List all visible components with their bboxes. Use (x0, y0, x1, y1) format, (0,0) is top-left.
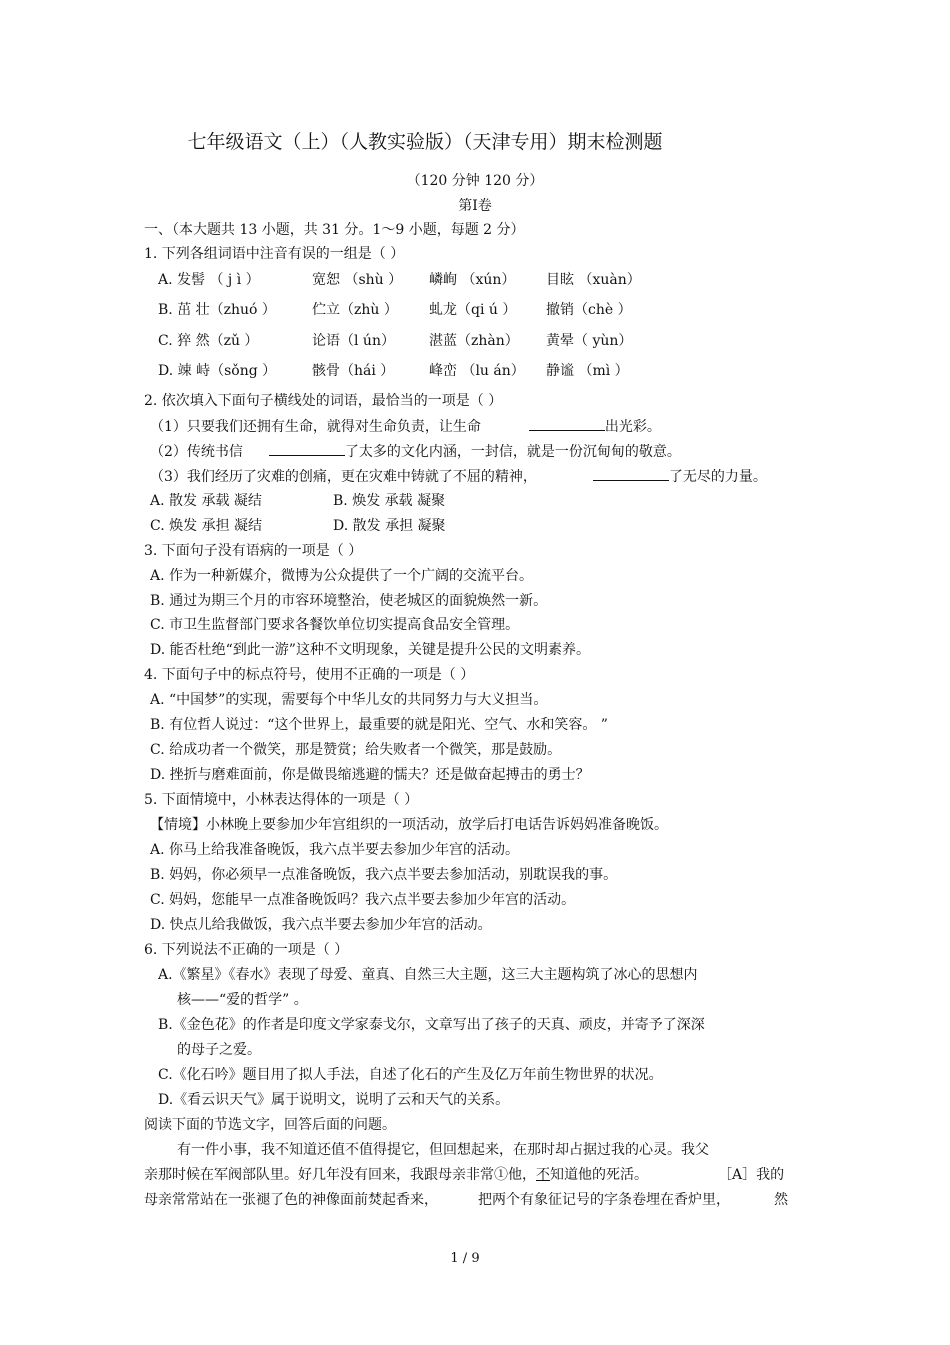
question-4-stem: 4. 下面句子中的标点符号，使用不正确的一项是（ ） (144, 667, 475, 683)
q2-sentence-3 (150, 467, 767, 486)
q1-option-a-3: 嶙峋 （xún） (429, 272, 516, 288)
reading-line-3-part-2: 把两个有象征记号的字条卷埋在香炉里， (478, 1192, 730, 1208)
q4-option-c: C. 给成功者一个微笑，那是赞赏；给失败者一个微笑，那是鼓励。 (150, 742, 562, 758)
reading-line-2-text: 亲那时候在军阀部队里。好几年没有回来，我跟母亲非常①他， (144, 1167, 536, 1183)
marker-a: ［A］我的 (718, 1167, 785, 1183)
q5-option-b: B. 妈妈，你必须早一点准备晚饭，我六点半要去参加活动，别耽误我的事。 (150, 867, 618, 883)
q1-option-b-2: 伫立（zhù ） (312, 302, 398, 318)
question-1-stem: 1. 下列各组词语中注音有误的一组是（ ） (144, 246, 405, 262)
q1-option-a-1: A. 发髻 （ j ì ） (158, 272, 260, 288)
q1-option-b-3: 虬龙（qi ú ） (429, 302, 517, 318)
reading-paragraph-line-1: 有一件小事，我不知道还值不值得提它，但回想起来，在那时却占据过我的心灵。我父 (177, 1142, 709, 1158)
answer-blank (529, 417, 605, 431)
q1-option-c-2: 论语（l ún） (312, 333, 395, 349)
q2-option-d: D. 散发 承担 凝聚 (333, 518, 446, 534)
q1-option-b-1: B. 茁 壮（zhuó ） (158, 302, 276, 318)
q6-option-b-line-1: B.《金色花》的作者是印度文学家泰戈尔，文章写出了孩子的天真、顽皮，并寄予了深深 (158, 1017, 705, 1033)
q1-option-d-4: 静谧 （mì ） (546, 363, 629, 379)
q6-option-b-line-2: 的母子之爱。 (177, 1042, 261, 1058)
answer-blank (593, 467, 669, 481)
time-info: （120 分钟 120 分） (406, 173, 544, 189)
q3-option-c: C. 市卫生监督部门要求各餐饮单位切实提高食品安全管理。 (150, 617, 520, 633)
question-3-stem: 3. 下面句子没有语病的一项是（ ） (144, 543, 363, 559)
q3-option-d: D. 能否杜绝“到此一游”这种不文明现象，关键是提升公民的文明素养。 (150, 642, 590, 658)
reading-line-2-text-end: 知道他的死活。 (550, 1167, 648, 1183)
q5-context: 【情境】小林晚上要参加少年宫组织的一项活动，放学后打电话告诉妈妈准备晚饭。 (150, 817, 668, 833)
q2-sentence-3-end: 了无尽的力量。 (668, 469, 767, 485)
q1-option-c-1: C. 猝 然（zǔ ） (158, 333, 259, 349)
answer-blank (269, 442, 345, 456)
page-number: 1 / 9 (450, 1251, 480, 1266)
question-6-stem: 6. 下列说法不正确的一项是（ ） (144, 942, 349, 958)
q1-option-d-1: D. 竦 峙（sǒng ） (158, 363, 277, 379)
question-2-stem: 2. 依次填入下面句子横线处的词语，最恰当的一项是（ ） (144, 393, 503, 409)
q5-option-d: D. 快点儿给我做饭，我六点半要去参加少年宫的活动。 (150, 917, 492, 933)
q4-option-a: A. “中国梦”的实现，需要每个中华儿女的共同努力与大义担当。 (150, 692, 548, 708)
q2-option-a: A. 散发 承载 凝结 (150, 493, 262, 509)
page-title: 七年级语文（上）（人教实验版）（天津专用）期末检测题 (187, 131, 663, 153)
q1-option-b-4: 撤销（chè ） (546, 302, 632, 318)
q5-option-c: C. 妈妈，您能早一点准备晚饭吗？我六点半要去参加少年宫的活动。 (150, 892, 576, 908)
q3-option-a: A. 作为一种新媒介，微博为公众提供了一个广阔的交流平台。 (150, 568, 534, 584)
q5-option-a: A. 你马上给我准备晚饭，我六点半要去参加少年宫的活动。 (150, 842, 520, 858)
reading-line-3-part-1: 母亲常常站在一张褪了色的神像面前焚起香来， (144, 1192, 438, 1208)
underlined-word: 不 (536, 1167, 550, 1183)
q2-sentence-2-start: （2）传统书信 (150, 444, 243, 460)
q2-sentence-3-start: （3）我们经历了灾难的创痛，更在灾难中铸就了不屈的精神， (150, 469, 537, 485)
q1-option-c-3: 湛蓝（zhàn） (429, 333, 519, 349)
q2-sentence-1-start: （1）只要我们还拥有生命，就得对生命负责，让生命 (150, 419, 481, 435)
q6-option-a-line-1: A.《繁星》《春水》表现了母爱、童真、自然三大主题，这三大主题构筑了冰心的思想内 (158, 967, 698, 983)
q2-option-c: C. 焕发 承担 凝结 (150, 518, 263, 534)
q4-option-b: B. 有位哲人说过：“这个世界上，最重要的就是阳光、空气、水和笑容。 ” (150, 717, 608, 733)
q6-option-d: D.《看云识天气》属于说明文，说明了云和天气的关系。 (158, 1092, 510, 1108)
q1-option-d-3: 峰峦 （lu án） (429, 363, 525, 379)
question-5-stem: 5. 下面情境中，小林表达得体的一项是（ ） (144, 792, 419, 808)
q2-sentence-1-end: 出光彩。 (604, 419, 661, 435)
q1-option-d-2: 骸骨（hái ） (312, 363, 395, 379)
q6-option-c: C.《化石吟》题目用了拟人手法，自述了化石的产生及亿万年前生物世界的状况。 (158, 1067, 663, 1083)
q1-option-a-2: 宽恕 （shù ） (312, 272, 403, 288)
q1-option-a-4: 目眩 （xuàn） (546, 272, 641, 288)
q1-option-c-4: 黄晕（ yùn） (546, 333, 633, 349)
q2-sentence-1 (150, 417, 661, 436)
section-heading: 一、（本大题共 13 小题，共 31 分。1～9 小题，每题 2 分） (144, 222, 525, 238)
reading-line-3-part-3: 然 (774, 1192, 788, 1208)
volume-label: 第Ⅰ卷 (458, 198, 492, 214)
q6-option-a-line-2: 核——“爱的哲学” 。 (177, 992, 308, 1008)
reading-paragraph-line-2 (144, 1166, 784, 1184)
q4-option-d: D. 挫折与磨难面前，你是做畏缩逃避的懦夫？还是做奋起搏击的勇士？ (150, 767, 590, 783)
reading-intro: 阅读下面的节选文字，回答后面的问题。 (144, 1117, 396, 1133)
q2-option-b: B. 焕发 承载 凝聚 (333, 493, 446, 509)
reading-paragraph-line-3 (144, 1191, 788, 1209)
q2-sentence-2 (150, 442, 681, 461)
q3-option-b: B. 通过为期三个月的市容环境整治，使老城区的面貌焕然一新。 (150, 593, 548, 609)
q2-sentence-2-end: 了太多的文化内涵，一封信，就是一份沉甸甸的敬意。 (344, 444, 681, 460)
